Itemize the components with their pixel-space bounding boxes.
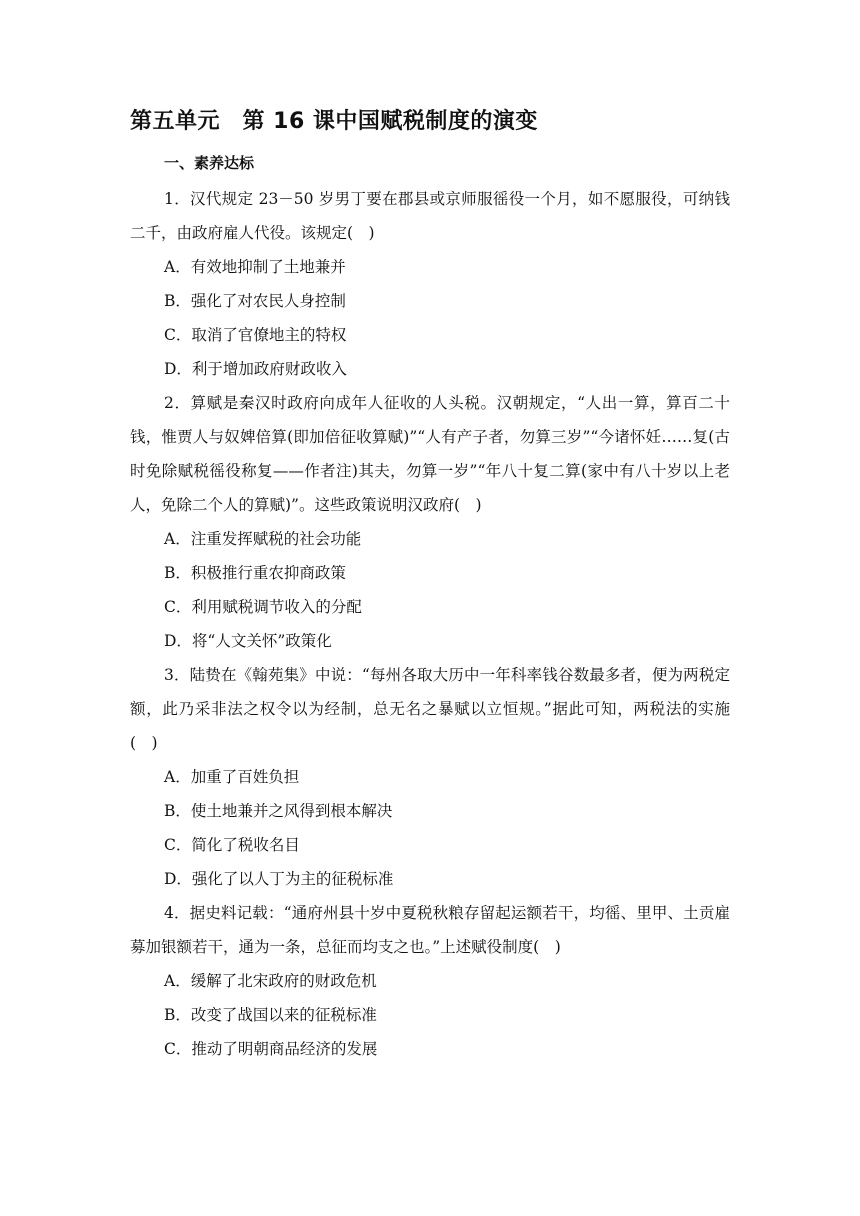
option-b: B．积极推行重农抑商政策 xyxy=(164,564,346,582)
option-b: B．改变了战国以来的征税标准 xyxy=(164,1006,377,1024)
question-1 xyxy=(130,182,730,386)
option-a: A．加重了百姓负担 xyxy=(164,768,300,786)
option-b: B．强化了对农民人身控制 xyxy=(164,292,346,310)
section-heading: 一、素养达标 xyxy=(164,154,255,172)
option-d: D．利于增加政府财政收入 xyxy=(164,360,347,378)
question-list xyxy=(130,182,730,1066)
option-d: D．强化了以人丁为主的征税标准 xyxy=(164,870,394,888)
option-c: C．取消了官僚地主的特权 xyxy=(164,326,347,344)
option-a: A．注重发挥赋税的社会功能 xyxy=(164,530,362,548)
page-title: 第五单元 第 16 课中国赋税制度的演变 xyxy=(130,109,538,134)
option-a: A．缓解了北宋政府的财政危机 xyxy=(164,972,377,990)
option-c: C．利用赋税调节收入的分配 xyxy=(164,598,362,616)
question-4 xyxy=(130,896,730,1066)
option-a: A．有效地抑制了土地兼并 xyxy=(164,258,346,276)
option-b: B．使土地兼并之风得到根本解决 xyxy=(164,802,393,820)
option-c: C．推动了明朝商品经济的发展 xyxy=(164,1040,378,1058)
option-d: D．将“人文关怀”政策化 xyxy=(164,632,332,650)
question-stem: 4．据史料记载：“通府州县十岁中夏税秋粮存留起运额若干，均徭、里甲、土贡雇募加银额若干，通为一条，总征而均支之也。”上述赋役制度( ) xyxy=(130,904,730,956)
option-c: C．简化了税收名目 xyxy=(164,836,300,854)
question-3 xyxy=(130,658,730,896)
question-stem: 2．算赋是秦汉时政府向成年人征收的人头税。汉朝规定，“人出一算，算百二十钱，惟贾人与奴婢倍算(即加倍征收算赋)”“人有产子者，勿算三岁”“今诸怀妊……复(古时免除赋税徭役称复——作者注)其夫，勿算一岁”“年八十复二算(家中有八十岁以上老人，免除二个人的算赋)”。这些政策说明汉政府( ) xyxy=(130,394,730,514)
question-stem: 3．陆贽在《翰苑集》中说：“每州各取大历中一年科率钱谷数最多者，便为两税定额，此乃采非法之权令以为经制，总无名之暴赋以立恒规。”据此可知，两税法的实施( ) xyxy=(130,666,730,752)
question-2 xyxy=(130,386,730,658)
question-stem: 1．汉代规定 23－50 岁男丁要在郡县或京师服徭役一个月，如不愿服役，可纳钱二千，由政府雇人代役。该规定( ) xyxy=(130,190,730,242)
